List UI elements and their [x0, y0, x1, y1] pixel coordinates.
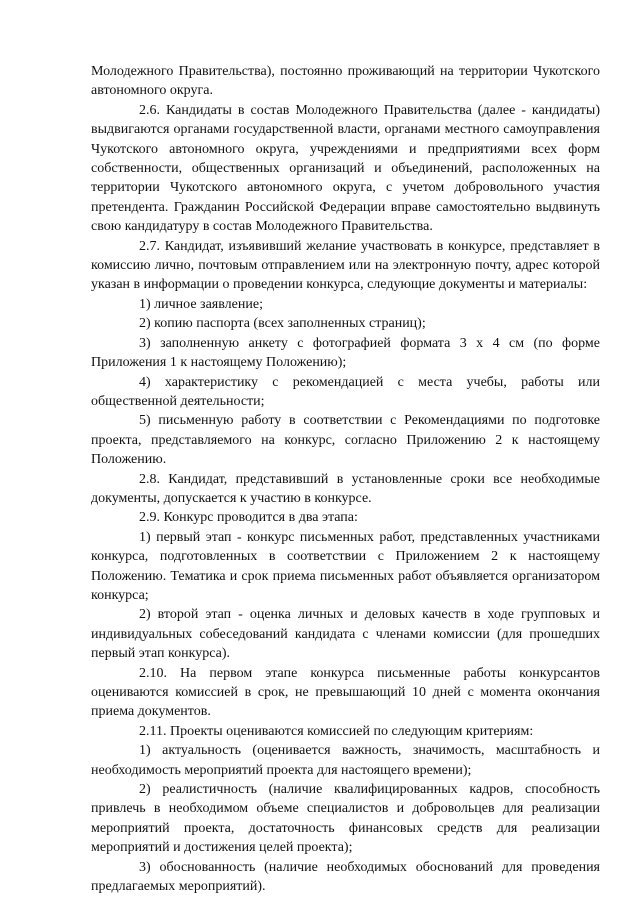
list-item-stage-1: 1) первый этап - конкурс письменных работ, представленных участниками конкурса, подготовленных в соответствии с Приложением 2 к настоящему Положению. Тематика и срок приема письменных работ объявляется организатором конкурса; — [91, 529, 600, 603]
paragraph-2-7: 2.7. Кандидат, изъявивший желание участвовать в конкурсе, представляет в комиссию лично, почтовым отправлением или на электронную почту, адрес которой указан в информации о проведении конкурса, следующие документы и материалы: — [91, 238, 600, 293]
list-item-reference: 4) характеристику с рекомендацией с места учебы, работы или общественной деятельности; — [91, 374, 600, 409]
list-item-relevance: 1) актуальность (оценивается важность, значимость, масштабность и необходимость мероприятий проекта для настоящего времени); — [91, 743, 600, 778]
paragraph-continuation: Молодежного Правительства), постоянно проживающий на территории Чукотского автономного округа. — [91, 64, 600, 99]
paragraph-2-6: 2.6. Кандидаты в состав Молодежного Правительства (далее - кандидаты) выдвигаются органами государственной власти, органами местного самоуправления Чукотского автономного округа, учреждениями и предприятиями всех форм собственности, общественных организаций и объединений, расположенных на территории Чукотского автономного округа, с учетом добровольного участия претендента. Гражданин Российской Федерации вправе самостоятельно выдвинуть свою кандидатуру в состав Молодежного Правительства. — [91, 102, 600, 235]
paragraph-2-10: 2.10. На первом этапе конкурса письменные работы конкурсантов оцениваются комиссией в срок, не превышающий 10 дней с момента окончания приема документов. — [91, 665, 600, 720]
list-item-passport: 2) копию паспорта (всех заполненных страниц); — [139, 316, 426, 332]
list-item-questionnaire: 3) заполненную анкету с фотографией формата 3 х 4 см (по форме Приложения 1 к настоящему Положению); — [91, 335, 600, 371]
paragraph-2-11: 2.11. Проекты оцениваются комиссией по следующим критериям: — [139, 723, 534, 739]
list-item-realism: 2) реалистичность (наличие квалифицированных кадров, способность привлечь в необходимом объеме специалистов и добровольцев для реализации мероприятий проекта, достаточность финансовых средств для реализации мероприятий и достижения целей проекта); — [91, 782, 600, 856]
list-item-stage-2: 2) второй этап - оценка личных и деловых качеств в ходе групповых и индивидуальных собеседований кандидата с членами комиссии (для прошедших первый этап конкурса). — [91, 607, 600, 662]
paragraph-2-8: 2.8. Кандидат, представивший в установленные сроки все необходимые документы, допускается к участию в конкурсе. — [91, 471, 600, 506]
list-item-validity: 3) обоснованность (наличие необходимых обоснований для проведения предлагаемых мероприятий). — [91, 859, 600, 895]
list-item-written-work: 5) письменную работу в соответствии с Рекомендациями по подготовке проекта, представляемого на конкурс, согласно Приложению 2 к настоящему Положению. — [91, 413, 600, 468]
document-body — [91, 62, 600, 896]
list-item-application: 1) личное заявление; — [139, 296, 263, 312]
paragraph-2-9: 2.9. Конкурс проводится в два этапа: — [139, 510, 358, 526]
